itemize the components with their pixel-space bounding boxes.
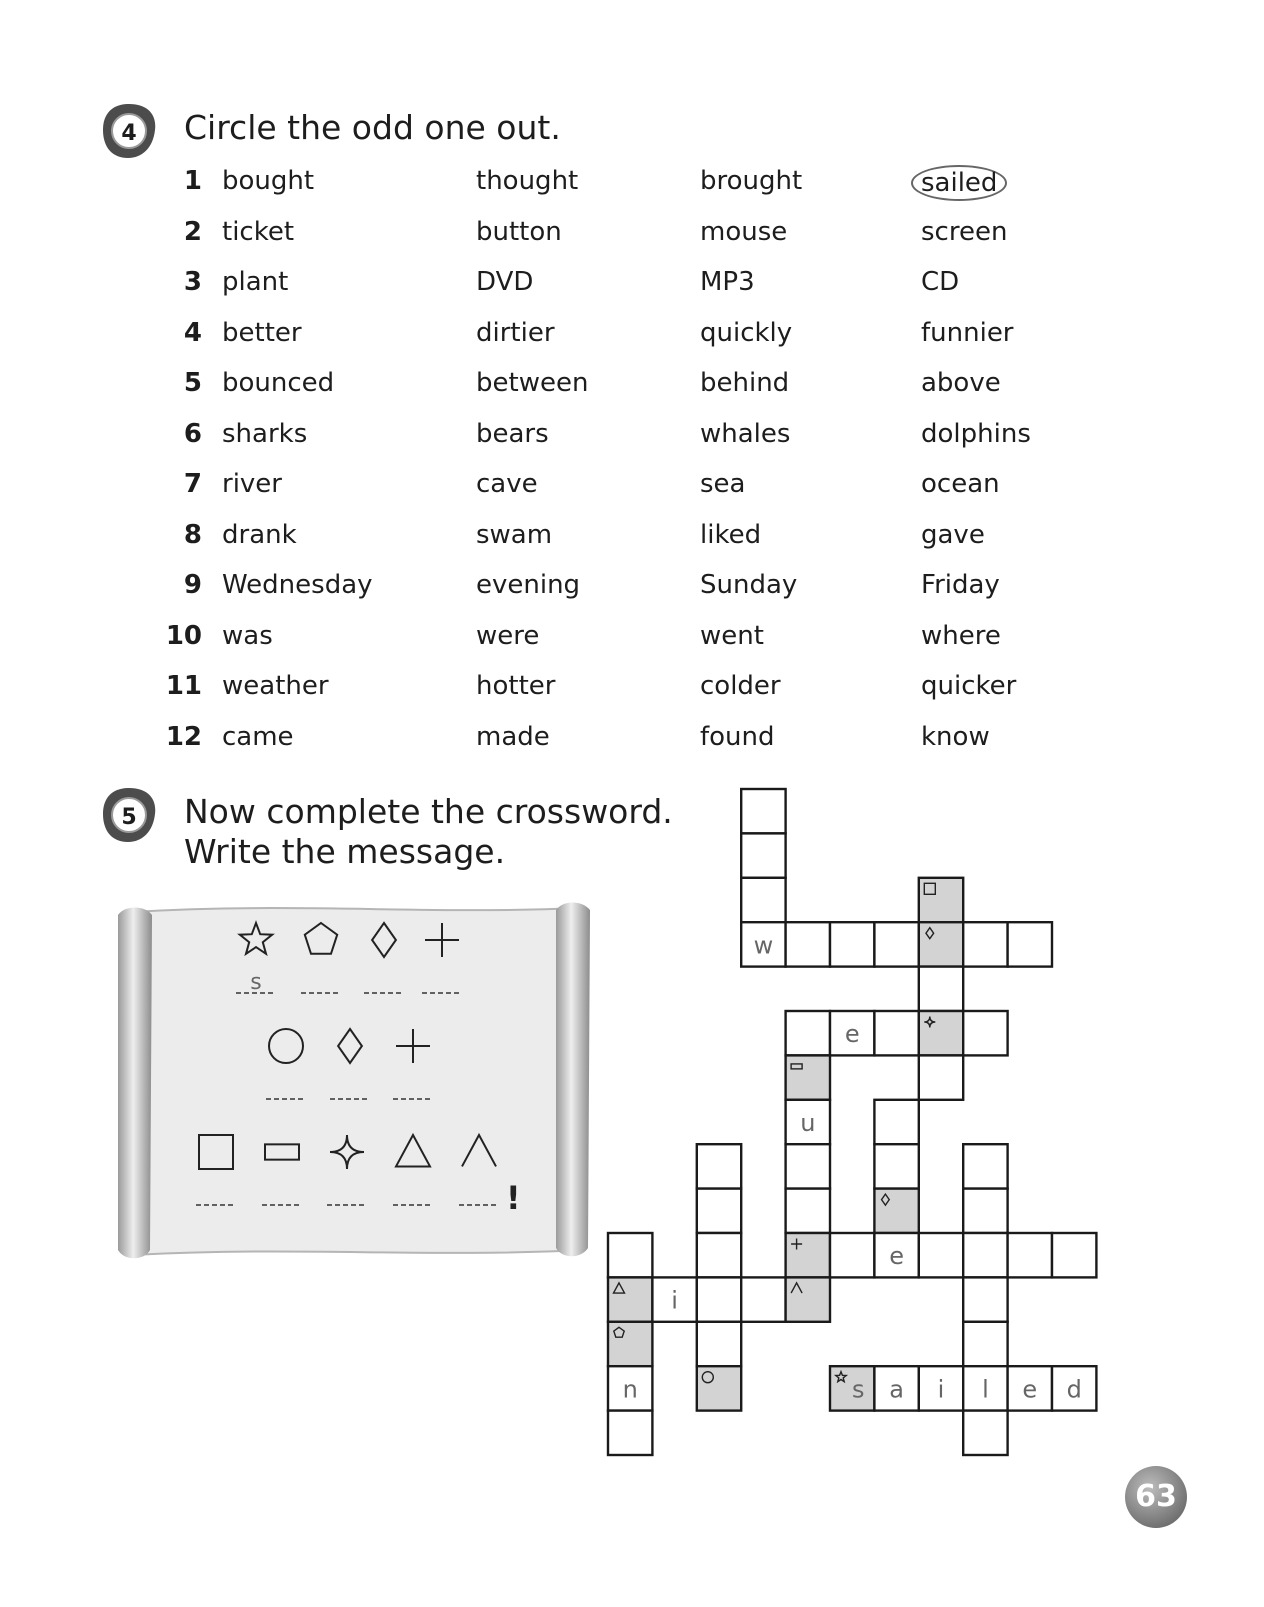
crossword-cell[interactable] [608, 1411, 652, 1455]
word-choice[interactable]: were [476, 620, 540, 651]
row-number: 1 [183, 166, 202, 196]
exercise-4-instruction: Circle the odd one out. [184, 108, 561, 147]
crossword-cell[interactable] [919, 967, 963, 1011]
answer-letter: s [250, 970, 262, 995]
crossword-cell[interactable] [963, 1011, 1007, 1055]
cell-letter: d [1066, 1375, 1082, 1404]
cell-letter: w [753, 931, 774, 960]
cell-letter: e [889, 1242, 904, 1271]
crossword-cell[interactable] [874, 1144, 918, 1188]
row-number: 8 [183, 519, 202, 550]
crossword-cell[interactable] [608, 1366, 652, 1410]
crossword-cell[interactable] [697, 1144, 741, 1188]
word-choice[interactable]: found [700, 721, 775, 752]
circled-odd-word[interactable]: sailed [911, 165, 1007, 201]
row-number: 6 [183, 418, 202, 449]
word-choice[interactable]: Friday [921, 570, 1000, 600]
row-number: 10 [165, 620, 202, 651]
word-choice[interactable]: hotter [476, 671, 556, 701]
row-number: 7 [183, 469, 202, 499]
row-number: 5 [183, 368, 202, 398]
crossword-cell[interactable] [963, 1144, 1007, 1188]
word-choice[interactable]: bought [222, 166, 315, 196]
word-choice[interactable]: dirtier [476, 317, 555, 348]
page-number: 63 [1125, 1466, 1187, 1528]
word-choice[interactable]: quickly [700, 317, 793, 348]
crossword-cell[interactable] [786, 1189, 830, 1233]
cell-letter: i [937, 1375, 945, 1404]
word-choice[interactable]: dolphins [921, 418, 1031, 449]
word-choice[interactable]: brought [700, 166, 803, 196]
cell-letter: a [889, 1375, 904, 1404]
cell-letter: l [982, 1375, 989, 1404]
crossword-cell[interactable] [786, 1055, 830, 1099]
word-choice[interactable]: bears [476, 418, 549, 449]
word-choice[interactable]: cave [476, 469, 538, 499]
crossword-cell[interactable] [874, 922, 918, 966]
crossword-cell[interactable] [919, 1366, 963, 1410]
word-choice[interactable]: mouse [700, 216, 788, 247]
exclamation-mark: ! [506, 1179, 521, 1217]
crossword-cell[interactable] [919, 1233, 963, 1277]
crossword-cell[interactable] [608, 1322, 652, 1366]
crossword-cell[interactable] [1008, 1233, 1052, 1277]
word-choice[interactable]: gave [921, 519, 985, 550]
crossword-cell[interactable] [830, 1233, 874, 1277]
word-choice[interactable]: drank [222, 519, 297, 550]
crossword-cell[interactable] [874, 1189, 918, 1233]
word-choice[interactable]: know [921, 721, 990, 752]
crossword-cell[interactable] [741, 833, 785, 877]
word-choice[interactable]: Sunday [700, 570, 798, 600]
word-choice[interactable]: ticket [222, 216, 295, 247]
crossword-cell[interactable] [874, 1366, 918, 1410]
word-choice[interactable]: evening [476, 570, 581, 600]
crossword-cell[interactable] [874, 1011, 918, 1055]
word-choice[interactable]: ocean [921, 469, 1000, 499]
crossword-cell[interactable] [963, 922, 1007, 966]
exercise-5-number: 5 [121, 805, 137, 830]
word-choice[interactable]: came [222, 721, 294, 752]
crossword-cell[interactable] [741, 789, 785, 833]
word-choice[interactable]: behind [700, 368, 790, 398]
word-choice[interactable]: plant [222, 267, 289, 297]
crossword-cell[interactable] [697, 1277, 741, 1321]
cell-letter: n [622, 1375, 638, 1404]
word-choice[interactable]: between [476, 368, 589, 398]
crossword-cell[interactable] [741, 922, 785, 966]
word-choice[interactable]: thought [476, 166, 579, 196]
crossword-cell[interactable] [608, 1233, 652, 1277]
crossword-cell[interactable] [830, 1011, 874, 1055]
crossword-cell[interactable] [697, 1322, 741, 1366]
crossword-cell[interactable] [830, 1366, 874, 1410]
crossword-cell[interactable] [963, 1322, 1007, 1366]
crossword-cell[interactable] [741, 878, 785, 922]
crossword-cell[interactable] [919, 1055, 963, 1099]
word-choice[interactable]: sea [700, 469, 746, 499]
word-choice[interactable]: colder [700, 671, 781, 701]
word-choice[interactable]: went [700, 620, 764, 651]
word-choice[interactable]: river [222, 469, 282, 499]
word-choice[interactable]: CD [921, 267, 960, 297]
word-choice[interactable]: above [921, 368, 1001, 398]
word-choice[interactable]: sharks [222, 418, 308, 449]
crossword-cell[interactable] [919, 1011, 963, 1055]
cell-letter: s [851, 1375, 865, 1404]
word-choice[interactable]: was [222, 620, 273, 651]
word-choice[interactable]: funnier [921, 317, 1014, 348]
crossword-cell[interactable] [830, 922, 874, 966]
crossword-cell[interactable] [963, 1411, 1007, 1455]
word-choice[interactable]: DVD [476, 267, 534, 297]
cell-letter: e [844, 1020, 860, 1049]
crossword-cell[interactable] [963, 1233, 1007, 1277]
word-choice[interactable]: better [222, 317, 302, 348]
crossword-cell[interactable] [786, 1100, 830, 1144]
word-choice[interactable]: swam [476, 519, 553, 550]
crossword-cell[interactable] [786, 922, 830, 966]
word-choice[interactable]: MP3 [700, 267, 755, 297]
row-number: 3 [183, 267, 202, 297]
crossword-cell[interactable] [697, 1233, 741, 1277]
cell-letter: u [800, 1109, 816, 1137]
crossword-cell[interactable] [1008, 922, 1052, 966]
crossword-cell[interactable] [963, 1277, 1007, 1321]
crossword-cell[interactable] [786, 1277, 830, 1321]
cell-letter: e [1022, 1375, 1038, 1404]
cell-letter: i [671, 1286, 678, 1315]
crossword-cell[interactable] [1008, 1366, 1052, 1410]
crossword-cell[interactable] [697, 1366, 741, 1410]
row-number: 12 [165, 721, 202, 752]
word-choice[interactable]: made [476, 721, 550, 752]
crossword-cell[interactable] [919, 922, 963, 966]
crossword-cell[interactable] [963, 1189, 1007, 1233]
crossword-cell[interactable] [874, 1100, 918, 1144]
row-number: 11 [165, 671, 202, 701]
word-choice[interactable]: liked [700, 519, 762, 550]
row-number: 9 [183, 570, 202, 600]
row-number: 4 [183, 317, 202, 348]
exercise-5-instruction-line1: Now complete the crossword. [184, 792, 673, 831]
crossword-cell[interactable] [786, 1233, 830, 1277]
word-choice[interactable]: bounced [222, 368, 335, 398]
word-choice[interactable]: where [921, 620, 1001, 651]
crossword-cell[interactable] [874, 1233, 918, 1277]
crossword-cell[interactable] [919, 878, 963, 922]
crossword-cell[interactable] [963, 1366, 1007, 1410]
word-choice[interactable]: button [476, 216, 562, 247]
crossword-cell[interactable] [608, 1277, 652, 1321]
crossword-cell[interactable] [652, 1277, 696, 1321]
crossword-cell[interactable] [786, 1144, 830, 1188]
word-choice[interactable]: Wednesday [222, 570, 373, 600]
crossword-cell[interactable] [786, 1011, 830, 1055]
word-choice[interactable]: quicker [921, 671, 1017, 701]
crossword-cell[interactable] [1052, 1233, 1096, 1277]
exercise-5-instruction-line2: Write the message. [184, 832, 506, 871]
crossword-cell[interactable] [697, 1189, 741, 1233]
word-choice[interactable]: weather [222, 671, 329, 701]
exercise-4-number: 4 [121, 121, 137, 146]
crossword-cell[interactable] [741, 1277, 785, 1321]
word-choice[interactable]: screen [921, 216, 1008, 247]
row-number: 2 [183, 216, 202, 247]
word-choice[interactable]: whales [700, 418, 791, 449]
crossword-cell[interactable] [1052, 1366, 1096, 1410]
